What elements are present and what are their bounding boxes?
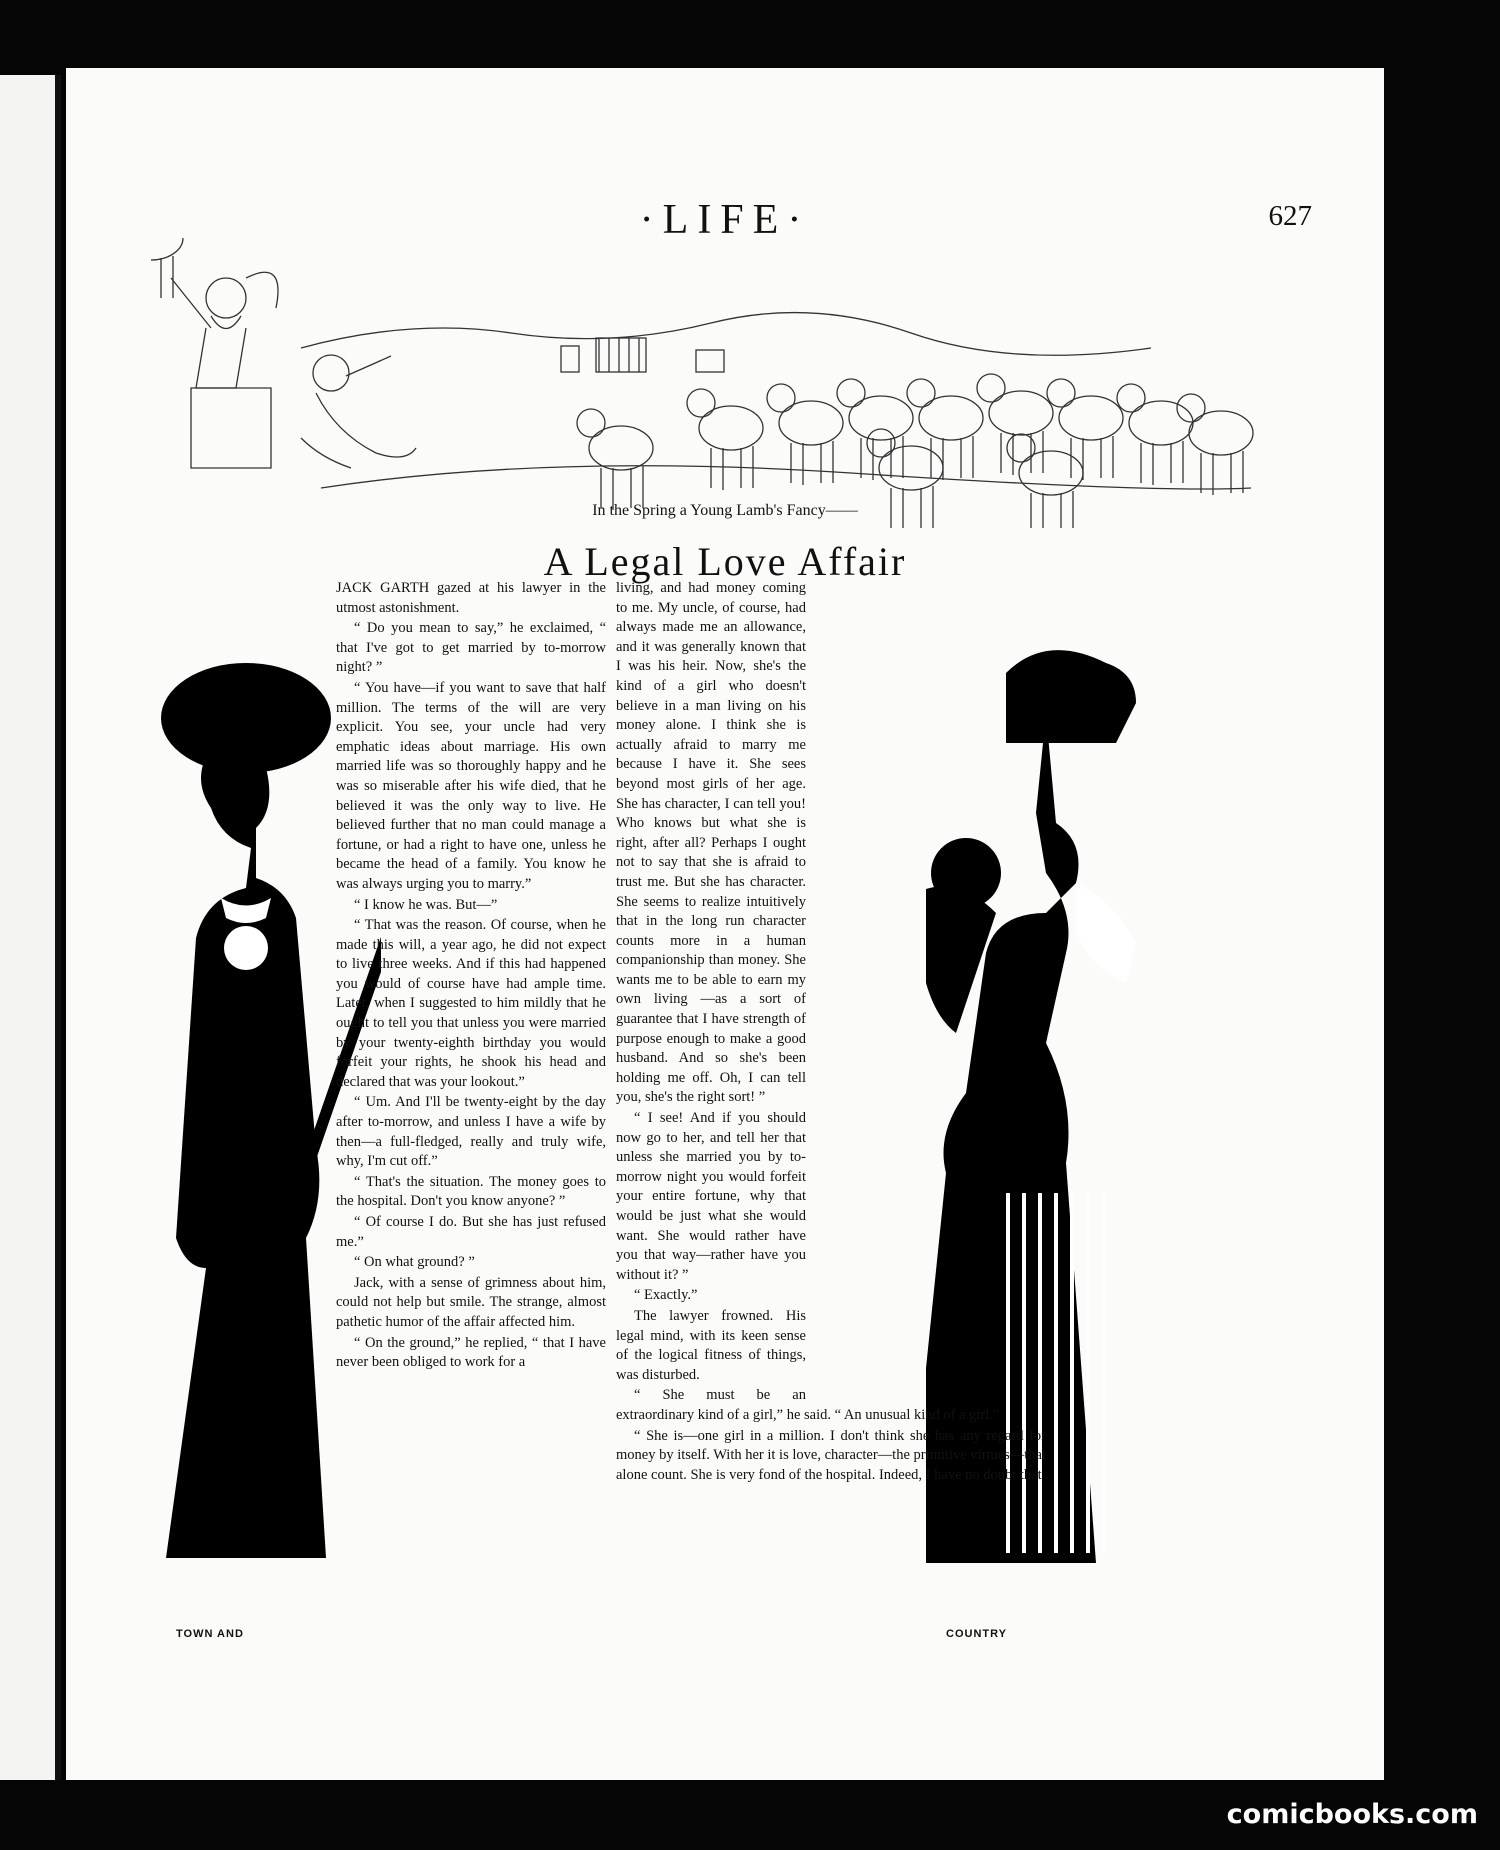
- paragraph: “ I know he was. But—”: [354, 896, 498, 913]
- paragraph: “ On what ground? ”: [354, 1254, 475, 1271]
- paragraph: “ That's the situation. The money goes to the hospital. Don't you know anyone? ”: [336, 1173, 606, 1210]
- masthead: ·LIFE·: [639, 197, 811, 243]
- source-credit: comicbooks.com: [1226, 1799, 1478, 1830]
- paragraph: “ She is—one girl in a million. I don't think she has any regard for money by itself. With her it is love, character—the primitive virtues—that alone count. She is very fond of the hospital. Indeed, I have no doubt that: [616, 1427, 1047, 1483]
- article-title: A Legal Love Affair: [543, 539, 907, 584]
- paragraph: “ She must be an extraordinary kind of a girl,” he said. “ An unusual kind of a girl.”: [616, 1387, 1000, 1423]
- paragraph: “ Exactly.”: [634, 1287, 698, 1304]
- page-number: 627: [1268, 200, 1312, 232]
- figure-caption-right: COUNTRY: [946, 1628, 1007, 1640]
- paragraph: “ That was the reason. Of course, when he made this will, a year ago, he did not expect to live three weeks. And if this had happened you would of course have had ample time. Later, when I suggested to him mildly that he ought to tell you that unless you were married by your twenty-eighth birthday you would forfeit your rights, he shook his head and declared that was your lookout.”: [336, 917, 606, 1090]
- paragraph: JACK GARTH gazed at his lawyer in the utmost astonishment.: [336, 580, 606, 616]
- paragraph: Jack, with a sense of grimness about him, could not help but smile. The strange, almost pathetic humor of the affair affected him.: [336, 1274, 606, 1330]
- paragraph: “ Do you mean to say,” he exclaimed, “ that I've got to get married by to-morrow night? ”: [336, 620, 606, 676]
- paragraph: “ Um. And I'll be twenty-eight by the day after to-morrow, and unless I have a wife by then—a full-fledged, really and truly wife, why, I'm cut off.”: [336, 1094, 606, 1170]
- illustration-caption: In the Spring a Young Lamb's Fancy——: [592, 502, 858, 519]
- article-column-right: [616, 579, 1046, 1486]
- magazine-page: [66, 68, 1384, 1780]
- paragraph: The lawyer frowned. His legal mind, with its keen sense of the logical fitness of things, was disturbed.: [616, 1307, 806, 1383]
- paragraph: “ You have—if you want to save that half million. The terms of the will are very explicit. You see, your uncle had very emphatic ideas about marriage. His own married life was so thoroughly happy and he was so miserable after his wife died, that he believed it was the only way to live. He believed further that no man could manage a fortune, or had a right to have one, unless he became the head of a family. You know he was always urging you to marry.”: [336, 679, 606, 892]
- left-page-gutter: [0, 75, 61, 1780]
- cherubs-and-lambs-illustration: [151, 238, 1266, 528]
- paragraph: “ Of course I do. But she has just refused me.”: [336, 1214, 606, 1250]
- figure-caption-left: TOWN AND: [176, 1628, 244, 1640]
- paragraph: “ I see! And if you should now go to her, and tell her that unless she married you by to-morrow night you would forfeit your entire fortune, why that would be just what she would want. She would rather have you that way—rather have you without it? ”: [616, 1110, 806, 1283]
- paragraph: living, and had money coming to me. My uncle, of course, had always made me an allowance, and it was generally known that I was his heir. Now, she's the kind of a girl who doesn't believe in a man living on his money alone. I think she is actually afraid to marry me because I have it. She sees beyond most girls of her age. She has character, I can tell you! Who knows but what she is right, after all? Perhaps I ought not to say that she is afraid to trust me. But she has character. She seems to realize intuitively that in the long run character counts more in a human companionship than money. She wants me to be able to earn my own living —as a sort of guarantee that I have strength of purpose enough to make a good husband. And so she's been holding me off. Oh, I can tell you, she's the right sort! ”: [616, 580, 806, 1106]
- article-column-left: [161, 511, 606, 1409]
- paragraph: “ On the ground,” he replied, “ that I have never been obliged to work for a: [336, 1334, 606, 1371]
